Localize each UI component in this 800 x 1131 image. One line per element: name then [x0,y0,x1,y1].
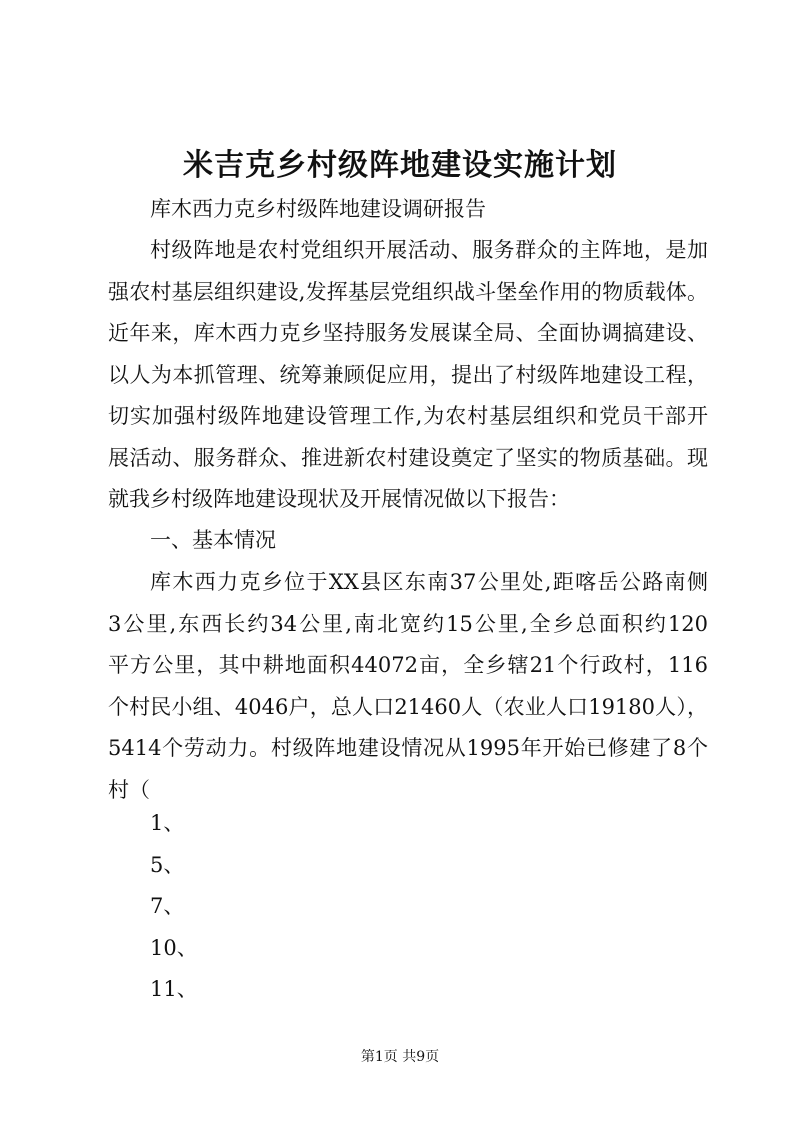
intro-paragraph [108,230,708,521]
page-number-footer: 第1页 共9页 [360,1049,440,1065]
intro-line: 村级阵地是农村党组织开展活动、服务群众的主阵地，是加 [150,238,708,262]
list-item: 11、 [150,977,198,1001]
section-heading-paragraph [108,520,708,562]
list-item: 5、 [150,852,185,877]
list-item: 1、 [150,811,185,835]
document-title: 米吉克乡村级阵地建设实施计划 [183,148,617,183]
intro-line: 以人为本抓管理、统筹兼顾促应用，提出了村级阵地建设工程， [108,362,708,387]
subtitle-line: 库木西力克乡村级阵地建设调研报告 [150,197,486,221]
subtitle-paragraph [108,189,708,231]
section1-line: 村（ [108,777,150,802]
intro-line: 展活动、服务群众、推进新农村建设奠定了坚实的物质基础。现 [108,445,708,470]
list-item: 7、 [150,894,185,918]
numbered-list [108,803,708,1011]
intro-line: 强农村基层组织建设,发挥基层党组织战斗堡垒作用的物质载体。 [108,279,708,304]
section1-line: 平方公里，其中耕地面积44072亩，全乡辖21个行政村，116 [108,653,708,677]
list-item: 10、 [150,935,198,960]
section1-line: 库木西力克乡位于XX县区东南37公里处,距喀岳公路南侧 [150,570,708,594]
intro-line: 切实加强村级阵地建设管理工作,为农村基层组织和党员干部开 [108,404,708,428]
section1-line: 3公里,东西长约34公里,南北宽约15公里,全乡总面积约120 [108,611,708,636]
section1-line: 5414个劳动力。村级阵地建设情况从1995年开始已修建了8个 [108,736,708,760]
section-heading: 一、基本情况 [150,528,276,552]
section1-line: 个村民小组、4046户，总人口21460人（农业人口19180人）， [108,694,708,719]
intro-line: 近年来，库木西力克乡坚持服务发展谋全局、全面协调搞建设、 [108,321,708,345]
section1-paragraph [108,562,708,811]
intro-line: 就我乡村级阵地建设现状及开展情况做以下报告： [108,487,570,511]
